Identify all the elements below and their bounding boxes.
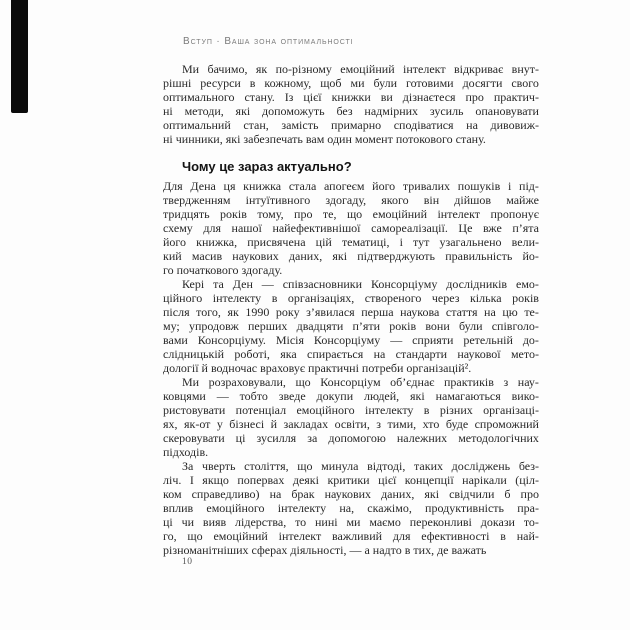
text-line: ні чинники, які забезпечать вам один момент потокового стану.	[163, 132, 486, 146]
scan-corner-mark	[11, 0, 28, 113]
paragraph	[163, 62, 539, 146]
paragraph	[163, 277, 539, 375]
text-line: слідницькій роботі, яка спирається на стандарти наукової мето-	[163, 347, 539, 361]
text-line: ці чи вияв лідерства, то нині ми маємо переконливі докази то-	[163, 515, 539, 529]
text-line: За чверть століття, що минула відтоді, таких досліджень без-	[182, 459, 539, 473]
paragraph	[163, 459, 539, 557]
paragraph	[163, 179, 539, 277]
text-line: ліч. І якщо попервах деякі критики цієї концепції нарікали (ціл-	[163, 473, 539, 487]
text-line: рішні ресурси в кожному, щоб ми були готовими досягти свого	[163, 76, 539, 90]
text-line: після того, як 1990 року з’явилася перша наукова стаття на цю те-	[163, 305, 539, 319]
text-line: оптимальний стан, замість примарно сподіватися на дивовиж-	[163, 118, 539, 132]
text-line: ристовувати потенціал емоційного інтелекту в різних організаці-	[163, 403, 539, 417]
text-line: тридцять років тому, про те, що емоційний інтелект пропонує	[163, 207, 539, 221]
body-text-block	[163, 62, 539, 557]
text-line: ковцями — тобто зведе докупи людей, які намагаються вико-	[163, 389, 539, 403]
text-line: Ми бачимо, як по-різному емоційний інтелект відкриває внут-	[182, 62, 539, 76]
text-line: ях, як-от у бізнесі й закладах освіти, з тими, хто буде спроможний	[163, 417, 539, 431]
running-header: Вступ · Ваша зона оптимальності	[183, 36, 354, 47]
text-line: Для Дена ця книжка стала апогеєм його тривалих пошуків і під-	[163, 179, 539, 193]
text-line: ційного інтелекту в організаціях, створеного через кілька років	[163, 291, 539, 305]
text-line: схему для нашої найефективнішої самореалізації. Це вже п’ята	[163, 221, 539, 235]
text-line: му; упродовж перших двадцяти п’яти років вони були співголо-	[163, 319, 539, 333]
text-line: різноманітніших сферах діяльності, — а надто в тих, де важать	[163, 543, 487, 557]
paragraph	[163, 375, 539, 459]
text-line: підходів.	[163, 445, 209, 459]
text-line: го початкового здогаду.	[163, 263, 283, 277]
text-line: вами Консорціуму. Місія Консорціуму — сприяти ретельній до-	[163, 333, 539, 347]
text-line: ком справедливо) на брак наукових даних, які свідчили б про	[163, 487, 539, 501]
text-line: го, що емоційний інтелект важливий для ефективності в най-	[163, 529, 539, 543]
text-line: твердженням інтуїтивного здогаду, якого він дійшов майже	[163, 193, 539, 207]
text-line: дології й водночас враховує практичні потреби організацій².	[163, 361, 472, 375]
page-number: 10	[182, 557, 193, 567]
text-line: ні методи, які допоможуть без надмірних зусиль опановувати	[163, 104, 539, 118]
text-line: Кері та Ден — співзасновники Консорціуму дослідників емо-	[182, 277, 539, 291]
text-line: кий масив наукових даних, які підтверджують правильність йо-	[163, 249, 539, 263]
text-line: скеровувати ці зусилля за допомогою належних методологічних	[163, 431, 539, 445]
text-line: його книжка, присвячена цій тематиці, і тут узагальнено вели-	[163, 235, 539, 249]
section-heading: Чому це зараз актуально?	[182, 159, 352, 174]
text-line: оптимального стану. Із цієї книжки ви дізнаєтеся про практич-	[163, 90, 539, 104]
text-line: вплив емоційного інтелекту на, скажімо, продуктивність пра-	[163, 501, 539, 515]
text-line: Ми розраховували, що Консорціум об’єднає практиків з нау-	[182, 375, 539, 389]
